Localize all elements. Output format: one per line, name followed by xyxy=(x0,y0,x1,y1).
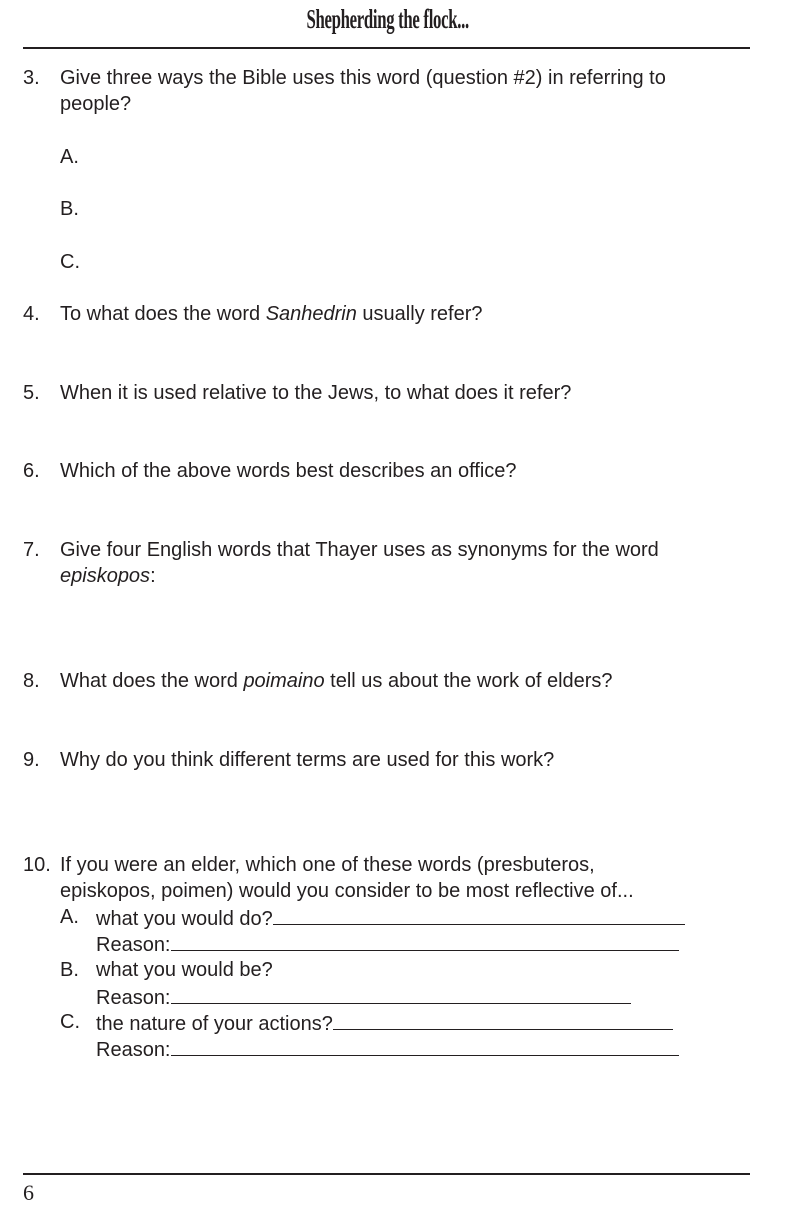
reason-label: Reason: xyxy=(96,934,171,956)
reason-blank[interactable] xyxy=(171,1035,679,1056)
question-number: 4. xyxy=(23,303,40,325)
answer-blank[interactable] xyxy=(333,1009,673,1030)
question-text: episkopos: xyxy=(60,565,156,587)
reason-row-c xyxy=(96,1035,679,1063)
question-text: When it is used relative to the Jews, to what does it refer? xyxy=(60,382,572,404)
sub-item-a xyxy=(96,904,685,932)
question-text: people? xyxy=(60,93,132,115)
sub-item-text: what you would be? xyxy=(96,959,273,981)
italic-term: Sanhedrin xyxy=(265,303,357,325)
question-text: Give four English words that Thayer uses as synonyms for the word xyxy=(60,539,659,561)
question-text: Give three ways the Bible uses this word (question #2) in referring to xyxy=(60,67,666,89)
sub-label-a: A. xyxy=(60,906,79,928)
question-number: 6. xyxy=(23,460,40,482)
reason-label: Reason: xyxy=(96,1039,171,1061)
question-text: Why do you think different terms are used for this work? xyxy=(60,749,555,771)
sub-label-c: C. xyxy=(60,1011,80,1033)
question-text: Which of the above words best describes an office? xyxy=(60,460,517,482)
sub-item-c xyxy=(96,1009,673,1037)
reason-label: Reason: xyxy=(96,987,171,1009)
question-number: 3. xyxy=(23,67,40,89)
sub-item-text: the nature of your actions? xyxy=(96,1013,333,1035)
question-number: 8. xyxy=(23,670,40,692)
answer-blank[interactable] xyxy=(273,904,685,925)
answer-label-c: C. xyxy=(60,251,80,273)
sub-item-text: what you would do? xyxy=(96,908,273,930)
question-number: 7. xyxy=(23,539,40,561)
question-number: 9. xyxy=(23,749,40,771)
page-header-title: Shepherding the flock... xyxy=(306,4,469,34)
sub-item-b xyxy=(96,957,273,983)
sub-label-b: B. xyxy=(60,959,79,981)
question-text: What does the word poimaino tell us about the work of elders? xyxy=(60,670,613,692)
reason-row-a xyxy=(96,930,679,958)
question-text: To what does the word Sanhedrin usually refer? xyxy=(60,303,483,325)
page-number: 6 xyxy=(23,1180,34,1205)
answer-label-a: A. xyxy=(60,146,79,168)
question-number: 10. xyxy=(23,854,51,876)
question-text: If you were an elder, which one of these words (presbuteros, xyxy=(60,854,595,876)
reason-blank[interactable] xyxy=(171,930,679,951)
header-rule xyxy=(23,47,750,49)
footer-rule xyxy=(23,1173,750,1175)
question-text: episkopos, poimen) would you consider to be most reflective of... xyxy=(60,880,634,902)
italic-term: poimaino xyxy=(243,670,325,692)
italic-term: episkopos xyxy=(60,565,151,587)
answer-label-b: B. xyxy=(60,198,79,220)
reason-row-b xyxy=(96,983,631,1011)
question-number: 5. xyxy=(23,382,40,404)
reason-blank[interactable] xyxy=(171,983,631,1004)
